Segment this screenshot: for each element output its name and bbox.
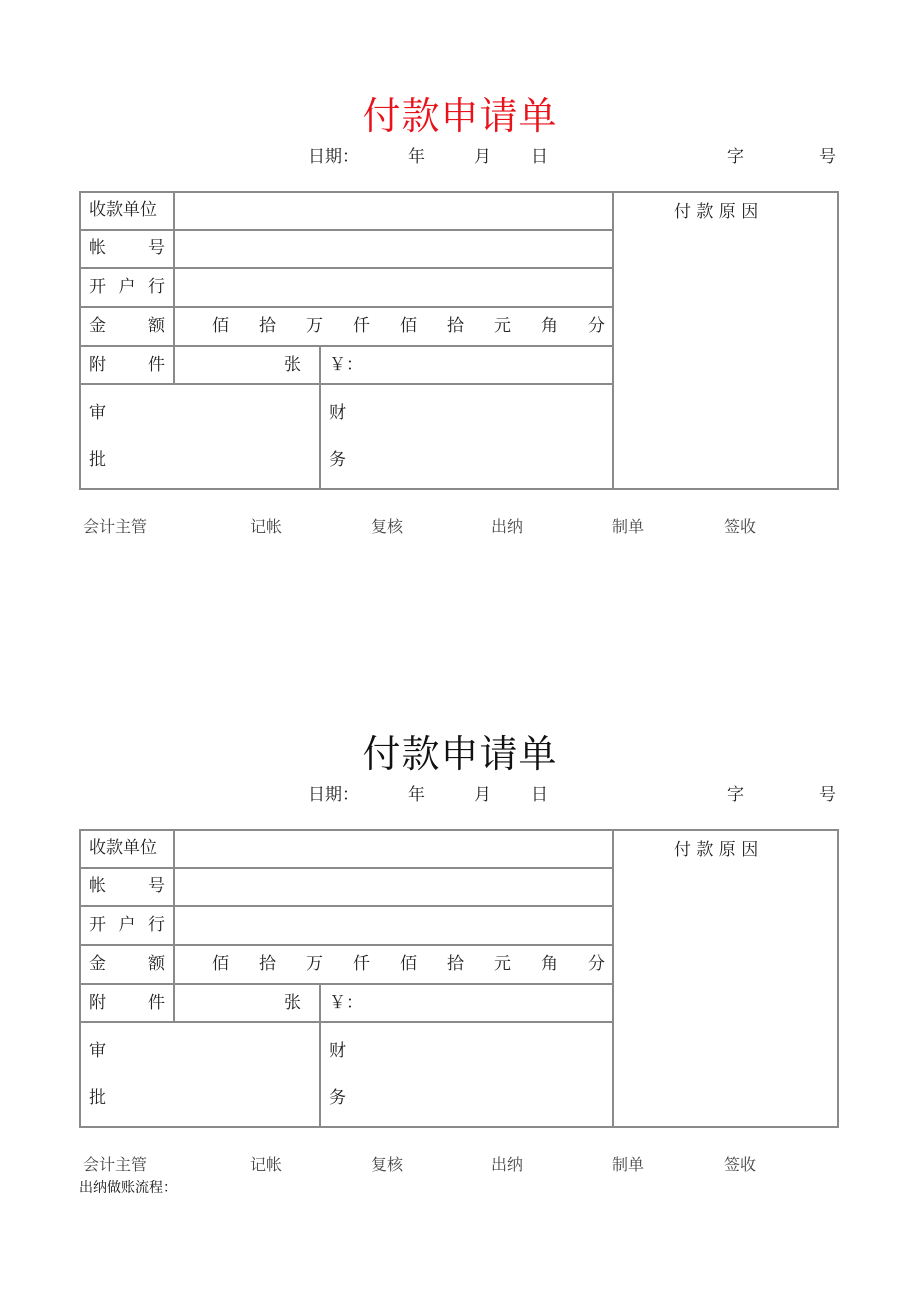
signature-reviewer: 复核 — [371, 1155, 404, 1174]
unit-jiao: 角 — [541, 316, 558, 336]
signature-cashier: 出纳 — [491, 517, 524, 536]
signature-bookkeeper: 记帐 — [250, 1155, 283, 1174]
yen-amount-label[interactable]: ￥： — [329, 355, 363, 375]
signature-bookkeeper: 记帐 — [250, 517, 283, 536]
finance-label-2: 务 — [329, 450, 346, 470]
signature-reviewer: 复核 — [371, 517, 404, 536]
approval-label-2: 批 — [89, 1088, 106, 1108]
payee-label: 收款单位 — [89, 200, 157, 220]
payment-request-form-2 — [0, 638, 920, 1198]
unit-fen: 分 — [588, 954, 605, 974]
unit-shi: 拾 — [447, 954, 464, 974]
approval-label-1: 审 — [89, 403, 106, 423]
date-row — [0, 145, 920, 169]
signature-row — [0, 514, 920, 540]
hao-label: 号 — [819, 147, 836, 167]
unit-shi: 拾 — [447, 316, 464, 336]
signature-row — [0, 1152, 920, 1178]
unit-bai: 佰 — [212, 954, 229, 974]
finance-label-2: 务 — [329, 1088, 346, 1108]
signature-accounting-supervisor: 会计主管 — [83, 1155, 148, 1174]
finance-label-1: 财 — [329, 1041, 346, 1061]
year-label: 年 — [408, 785, 425, 805]
sheets-label: 张 — [284, 993, 301, 1013]
unit-bai: 佰 — [212, 316, 229, 336]
finance-label-1: 财 — [329, 403, 346, 423]
unit-bai: 佰 — [400, 954, 417, 974]
cashier-bookkeeping-process-note: 出纳做账流程： — [79, 1180, 177, 1196]
payment-reason-label: 付 款 原 因 — [674, 202, 759, 222]
form-title: 付款申请单 — [362, 732, 558, 776]
month-label: 月 — [474, 147, 491, 167]
payee-label: 收款单位 — [89, 838, 157, 858]
payment-request-form-1 — [0, 0, 920, 560]
day-label: 日 — [531, 785, 548, 805]
approval-label-1: 审 — [89, 1041, 106, 1061]
signature-accounting-supervisor: 会计主管 — [83, 517, 148, 536]
unit-yuan: 元 — [494, 316, 511, 336]
zi-label: 字 — [727, 785, 744, 805]
unit-qian: 仟 — [353, 316, 370, 336]
date-label: 日期： — [308, 147, 359, 167]
bank-field[interactable] — [183, 273, 611, 303]
account-field[interactable] — [183, 872, 611, 902]
amount-label: 金 额 — [89, 316, 165, 336]
attachment-label: 附 件 — [89, 355, 165, 375]
unit-shi: 拾 — [259, 316, 276, 336]
account-field[interactable] — [183, 234, 611, 264]
hao-label: 号 — [819, 785, 836, 805]
bank-label: 开 户 行 — [89, 277, 165, 297]
signature-preparer: 制单 — [612, 1155, 645, 1174]
year-label: 年 — [408, 147, 425, 167]
unit-wan: 万 — [306, 316, 323, 336]
bank-label: 开 户 行 — [89, 915, 165, 935]
form-title: 付款申请单 — [362, 94, 558, 138]
date-row — [0, 783, 920, 807]
unit-shi: 拾 — [259, 954, 276, 974]
month-label: 月 — [474, 785, 491, 805]
account-label: 帐 号 — [89, 876, 165, 896]
unit-bai: 佰 — [400, 316, 417, 336]
unit-fen: 分 — [588, 316, 605, 336]
date-label: 日期： — [308, 785, 359, 805]
signature-cashier: 出纳 — [491, 1155, 524, 1174]
signature-receiver: 签收 — [724, 517, 757, 536]
signature-preparer: 制单 — [612, 517, 645, 536]
unit-qian: 仟 — [353, 954, 370, 974]
amount-label: 金 额 — [89, 954, 165, 974]
request-table — [79, 829, 839, 1128]
signature-receiver: 签收 — [724, 1155, 757, 1174]
unit-jiao: 角 — [541, 954, 558, 974]
amount-units[interactable] — [212, 952, 605, 976]
yen-amount-label[interactable]: ￥： — [329, 993, 363, 1013]
payee-field[interactable] — [183, 196, 611, 226]
payee-field[interactable] — [183, 834, 611, 864]
amount-units[interactable] — [212, 314, 605, 338]
day-label: 日 — [531, 147, 548, 167]
unit-wan: 万 — [306, 954, 323, 974]
approval-label-2: 批 — [89, 450, 106, 470]
unit-yuan: 元 — [494, 954, 511, 974]
bank-field[interactable] — [183, 911, 611, 941]
zi-label: 字 — [727, 147, 744, 167]
payment-reason-label: 付 款 原 因 — [674, 840, 759, 860]
attachment-label: 附 件 — [89, 993, 165, 1013]
account-label: 帐 号 — [89, 238, 165, 258]
sheets-label: 张 — [284, 355, 301, 375]
request-table — [79, 191, 839, 490]
